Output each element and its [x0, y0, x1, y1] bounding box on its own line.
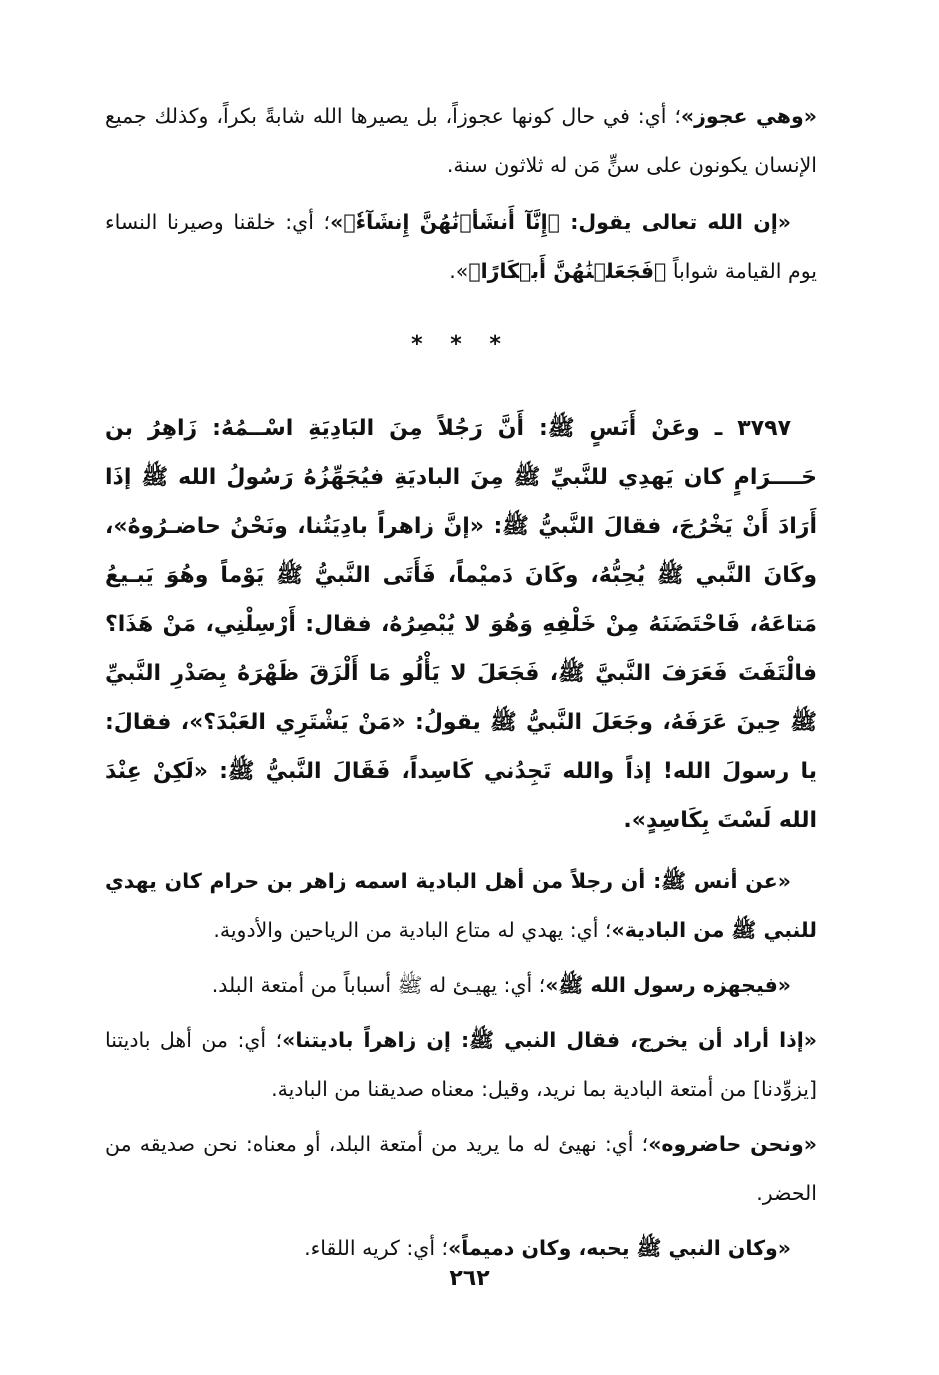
- commentary-text: ؛ أي: يهدي له متاع البادية من الرياحين والأدوية.: [213, 918, 612, 942]
- commentary-text: ؛ أي: في حال كونها عجوزاً، بل يصيرها الله شابةً بكراً، وكذلك جميع الإنسان يكونون على سنٍّ مَن له ثلاثون سنة.: [105, 104, 817, 177]
- section-separator: * * *: [411, 332, 511, 357]
- commentary-text: ؛ أي: نهيئ له ما يريد من أمتعة البلد، أو معناه: نحن صديقه من الحضر.: [105, 1132, 817, 1205]
- paragraph-2: [105, 198, 817, 296]
- page-number: ٢٦٢: [449, 1266, 490, 1291]
- quote-lead: «وهي عجوز»: [680, 104, 817, 128]
- commentary-text: ؛ أي: يهيـئ له ﷺ أسباباً من أمتعة البلد.: [211, 973, 546, 997]
- hadith-text: ٣٧٩٧ ـ وعَنْ أَنَسٍ ﷺ: أَنَّ رَجُلاً مِنَ البَادِيَةِ اسْــمُهُ: زَاهِرُ بن حَــــرَامٍ كان يَهدِي للنَّبيِّ ﷺ مِنَ الباديَةِ فيُجَهِّزُهُ رَسُولُ الله ﷺ إذَا أَرَادَ أَنْ يَخْرُجَ، فقالَ النَّبيُّ ﷺ: «إنَّ زاهراً بادِيَتُنا، ونَحْنُ حاضـرُوهُ»، وكَانَ النَّبي ﷺ يُحِبُّهُ، وكَانَ دَميْماً، فَأَتَى النَّبيُّ ﷺ يَوْماً وهُوَ يَبـيعُ مَتاعَهُ، فَاحْتَضَنَهُ مِنْ خَلْفِهِ وَهُوَ لا يُبْصِرُهُ، فقال: أَرْسِلْنِي، مَنْ هَذَا؟ فالْتَفَتَ فَعَرَفَ النَّبيَّ ﷺ، فَجَعَلَ لا يَأْلُو مَا أَلْزَقَ ظَهْرَهُ بِصَدْرِ النَّبيِّ ﷺ حِينَ عَرَفَهُ، وجَعَلَ النَّبيُّ ﷺ يقولُ: «مَنْ يَشْتَرِي العَبْدَ؟»، فقالَ: يا رسولَ الله! إذاً والله تَجِدُني كَاسِداً، فَقَالَ النَّبيُّ ﷺ: «لَكِنْ عِنْدَ الله لَسْتَ بِكَاسِدٍ».: [105, 416, 817, 833]
- commentary-text: ؛ أي: كريه اللقاء.: [304, 1236, 449, 1260]
- paragraph-3: [105, 857, 817, 955]
- commentary-text: ؛ أي: خلقنا وصيرنا النساء يوم القيامة شواباً: [105, 210, 817, 283]
- paragraph-6: [105, 1120, 817, 1218]
- paragraph-4: [105, 961, 817, 1010]
- quote-lead: «إن الله تعالى يقول: ﴿إِنَّآ أَنشَأۡنَٰهُنَّ إِنشَآءٗ﴾»: [330, 210, 791, 234]
- quote-lead: «إذا أراد أن يخرج، فقال النبي ﷺ: إن زاهراً باديتنا»: [282, 1028, 817, 1052]
- commentary-text: ؛ أي: من أهل باديتنا [يزوِّدنا] من أمتعة البادية بما نريد، وقيل: معناه صديقنا من البادية.: [105, 1028, 817, 1101]
- quote-lead: «وكان النبي ﷺ يحبه، وكان دميماً»: [448, 1236, 791, 1260]
- page-body: [105, 92, 817, 1273]
- quran-verse: ﴿فَجَعَلۡنَٰهُنَّ أَبۡكَارًا﴾: [468, 259, 667, 283]
- paragraph-1: [105, 92, 817, 190]
- paragraph-5: [105, 1016, 817, 1114]
- quote-lead: «فيجهزه رسول الله ﷺ»: [545, 973, 791, 997]
- quote-lead: «ونحن حاضروه»: [648, 1132, 817, 1156]
- quote-lead: «عن أنس ﷺ: أن رجلاً من أهل البادية اسمه زاهر بن حرام كان يهدي للنبي ﷺ من البادية»: [105, 869, 817, 942]
- closing-mark: ».: [449, 259, 469, 283]
